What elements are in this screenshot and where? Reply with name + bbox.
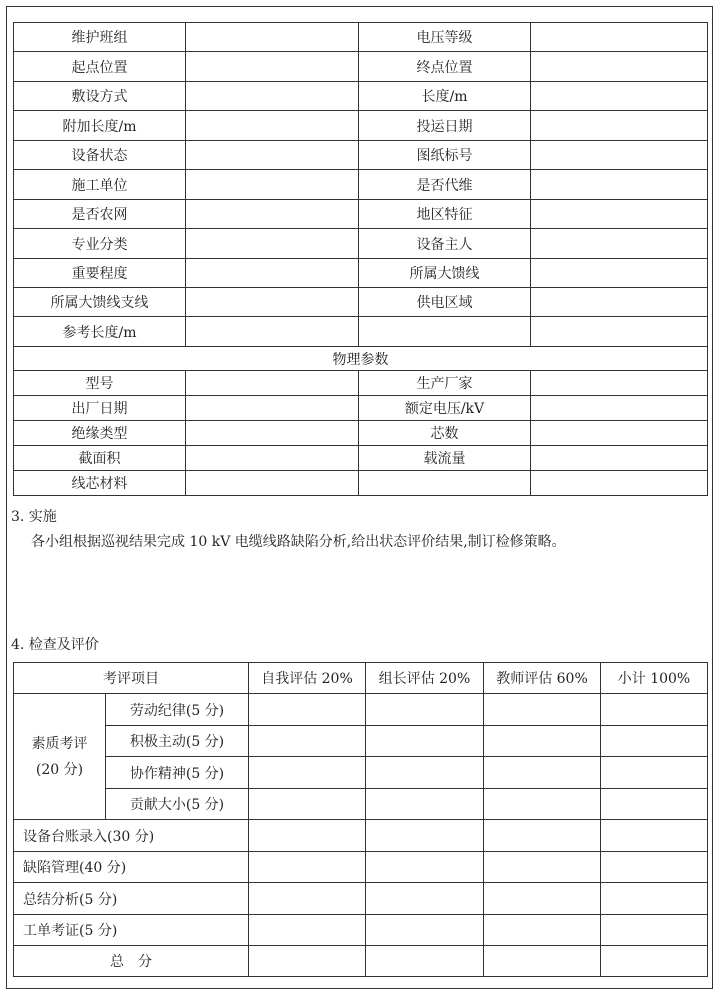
field-label (359, 471, 531, 496)
field-value[interactable] (186, 170, 359, 200)
physical-row (14, 421, 708, 446)
field-value[interactable] (186, 471, 359, 496)
score-cell[interactable] (249, 946, 366, 977)
eval-header-row (14, 663, 708, 694)
eval-row (14, 789, 708, 820)
score-cell[interactable] (366, 726, 484, 757)
field-value[interactable] (186, 82, 359, 111)
field-value[interactable] (186, 396, 359, 421)
sub-item-label: 贡献大小(5 分) (106, 789, 249, 820)
eval-header-item: 考评项目 (14, 663, 249, 694)
section-3-title: 3. 实施 (11, 509, 57, 525)
score-cell[interactable] (601, 820, 708, 852)
score-cell[interactable] (366, 757, 484, 789)
physical-row (14, 446, 708, 471)
eval-item-label: 缺陷管理(40 分) (14, 852, 249, 883)
field-value[interactable] (531, 111, 708, 141)
section-4-title: 4. 检查及评价 (11, 637, 99, 653)
field-value[interactable] (531, 421, 708, 446)
field-label: 是否农网 (14, 200, 186, 229)
score-cell[interactable] (249, 694, 366, 726)
info-row (14, 259, 708, 288)
score-cell[interactable] (249, 915, 366, 946)
field-label: 芯数 (359, 421, 531, 446)
info-row (14, 82, 708, 111)
field-label: 载流量 (359, 446, 531, 471)
eval-total-row (14, 946, 708, 977)
field-value[interactable] (531, 52, 708, 82)
field-label: 敷设方式 (14, 82, 186, 111)
info-row (14, 111, 708, 141)
field-label: 供电区域 (359, 288, 531, 317)
eval-item-label: 工单考证(5 分) (14, 915, 249, 946)
score-cell[interactable] (484, 726, 601, 757)
info-row (14, 23, 708, 52)
physical-params-header-row (14, 347, 708, 371)
score-cell[interactable] (601, 694, 708, 726)
field-label: 电压等级 (359, 23, 531, 52)
score-cell[interactable] (601, 852, 708, 883)
score-cell[interactable] (366, 694, 484, 726)
field-value[interactable] (531, 200, 708, 229)
score-cell[interactable] (601, 757, 708, 789)
field-value[interactable] (186, 421, 359, 446)
eval-row (14, 694, 708, 726)
info-row (14, 200, 708, 229)
score-cell[interactable] (601, 915, 708, 946)
score-cell[interactable] (484, 694, 601, 726)
field-value[interactable] (186, 111, 359, 141)
field-value[interactable] (186, 317, 359, 347)
eval-row (14, 915, 708, 946)
score-cell[interactable] (249, 757, 366, 789)
quality-group-score: (20 分) (35, 761, 84, 778)
field-value[interactable] (186, 288, 359, 317)
field-value[interactable] (531, 396, 708, 421)
score-cell[interactable] (366, 789, 484, 820)
eval-row (14, 726, 708, 757)
info-row (14, 288, 708, 317)
info-row (14, 229, 708, 259)
field-value[interactable] (531, 141, 708, 170)
implementation-text: 各小组根据巡视结果完成 10 kV 电缆线路缺陷分析,给出状态评价结果,制订检修策略。 (31, 534, 566, 550)
score-cell[interactable] (484, 820, 601, 852)
eval-row (14, 757, 708, 789)
quality-group-cell (14, 694, 106, 820)
field-value[interactable] (531, 82, 708, 111)
score-cell[interactable] (484, 915, 601, 946)
field-label: 额定电压/kV (359, 396, 531, 421)
score-cell[interactable] (249, 883, 366, 915)
sub-item-label: 积极主动(5 分) (106, 726, 249, 757)
score-cell[interactable] (249, 820, 366, 852)
field-value[interactable] (531, 471, 708, 496)
field-value[interactable] (186, 229, 359, 259)
field-value[interactable] (186, 141, 359, 170)
sub-item-label: 劳动纪律(5 分) (106, 694, 249, 726)
score-cell[interactable] (366, 852, 484, 883)
score-cell[interactable] (366, 915, 484, 946)
score-cell[interactable] (601, 726, 708, 757)
field-label: 绝缘类型 (14, 421, 186, 446)
field-value[interactable] (531, 288, 708, 317)
field-label: 附加长度/m (14, 111, 186, 141)
field-label: 生产厂家 (359, 371, 531, 396)
info-row (14, 170, 708, 200)
score-cell[interactable] (484, 789, 601, 820)
field-value[interactable] (531, 317, 708, 347)
eval-header-teacher: 教师评估 60% (484, 663, 601, 694)
field-label: 起点位置 (14, 52, 186, 82)
sub-item-label: 协作精神(5 分) (106, 757, 249, 789)
field-label: 施工单位 (14, 170, 186, 200)
evaluation-table (13, 662, 708, 977)
score-cell[interactable] (601, 883, 708, 915)
info-row (14, 317, 708, 347)
eval-header-subtotal: 小计 100% (601, 663, 708, 694)
score-cell[interactable] (601, 946, 708, 977)
field-label: 参考长度/m (14, 317, 186, 347)
field-value[interactable] (186, 371, 359, 396)
field-label: 终点位置 (359, 52, 531, 82)
field-label: 专业分类 (14, 229, 186, 259)
info-row (14, 52, 708, 82)
field-value[interactable] (531, 229, 708, 259)
score-cell[interactable] (484, 757, 601, 789)
eval-item-label: 设备台账录入(30 分) (14, 820, 249, 852)
eval-row (14, 883, 708, 915)
field-label: 设备状态 (14, 141, 186, 170)
eval-row (14, 820, 708, 852)
field-label: 长度/m (359, 82, 531, 111)
field-value[interactable] (186, 259, 359, 288)
field-label: 重要程度 (14, 259, 186, 288)
score-cell[interactable] (366, 820, 484, 852)
field-value[interactable] (531, 371, 708, 396)
field-value[interactable] (531, 23, 708, 52)
score-cell[interactable] (601, 789, 708, 820)
equipment-info-table (13, 22, 708, 496)
field-label: 型号 (14, 371, 186, 396)
field-label: 投运日期 (359, 111, 531, 141)
field-value[interactable] (186, 200, 359, 229)
field-label: 地区特征 (359, 200, 531, 229)
score-cell[interactable] (366, 946, 484, 977)
field-label: 是否代维 (359, 170, 531, 200)
field-label: 设备主人 (359, 229, 531, 259)
info-row (14, 141, 708, 170)
score-cell[interactable] (249, 789, 366, 820)
eval-item-label: 总结分析(5 分) (14, 883, 249, 915)
field-value[interactable] (186, 52, 359, 82)
eval-header-leader: 组长评估 20% (366, 663, 484, 694)
physical-row (14, 371, 708, 396)
field-value[interactable] (186, 23, 359, 52)
eval-total-label: 总 分 (14, 946, 249, 977)
field-label: 线芯材料 (14, 471, 186, 496)
quality-group-label: 素质考评 (31, 735, 88, 752)
field-label: 维护班组 (14, 23, 186, 52)
physical-params-title: 物理参数 (14, 347, 708, 371)
score-cell[interactable] (484, 883, 601, 915)
field-value[interactable] (531, 259, 708, 288)
score-cell[interactable] (249, 852, 366, 883)
field-label: 所属大馈线支线 (14, 288, 186, 317)
field-label (359, 317, 531, 347)
physical-row (14, 471, 708, 496)
field-label: 出厂日期 (14, 396, 186, 421)
field-label: 所属大馈线 (359, 259, 531, 288)
field-label: 截面积 (14, 446, 186, 471)
score-cell[interactable] (249, 726, 366, 757)
score-cell[interactable] (484, 852, 601, 883)
physical-row (14, 396, 708, 421)
eval-header-self: 自我评估 20% (249, 663, 366, 694)
field-label: 图纸标号 (359, 141, 531, 170)
field-value[interactable] (531, 446, 708, 471)
score-cell[interactable] (366, 883, 484, 915)
field-value[interactable] (186, 446, 359, 471)
score-cell[interactable] (484, 946, 601, 977)
field-value[interactable] (531, 170, 708, 200)
eval-row (14, 852, 708, 883)
